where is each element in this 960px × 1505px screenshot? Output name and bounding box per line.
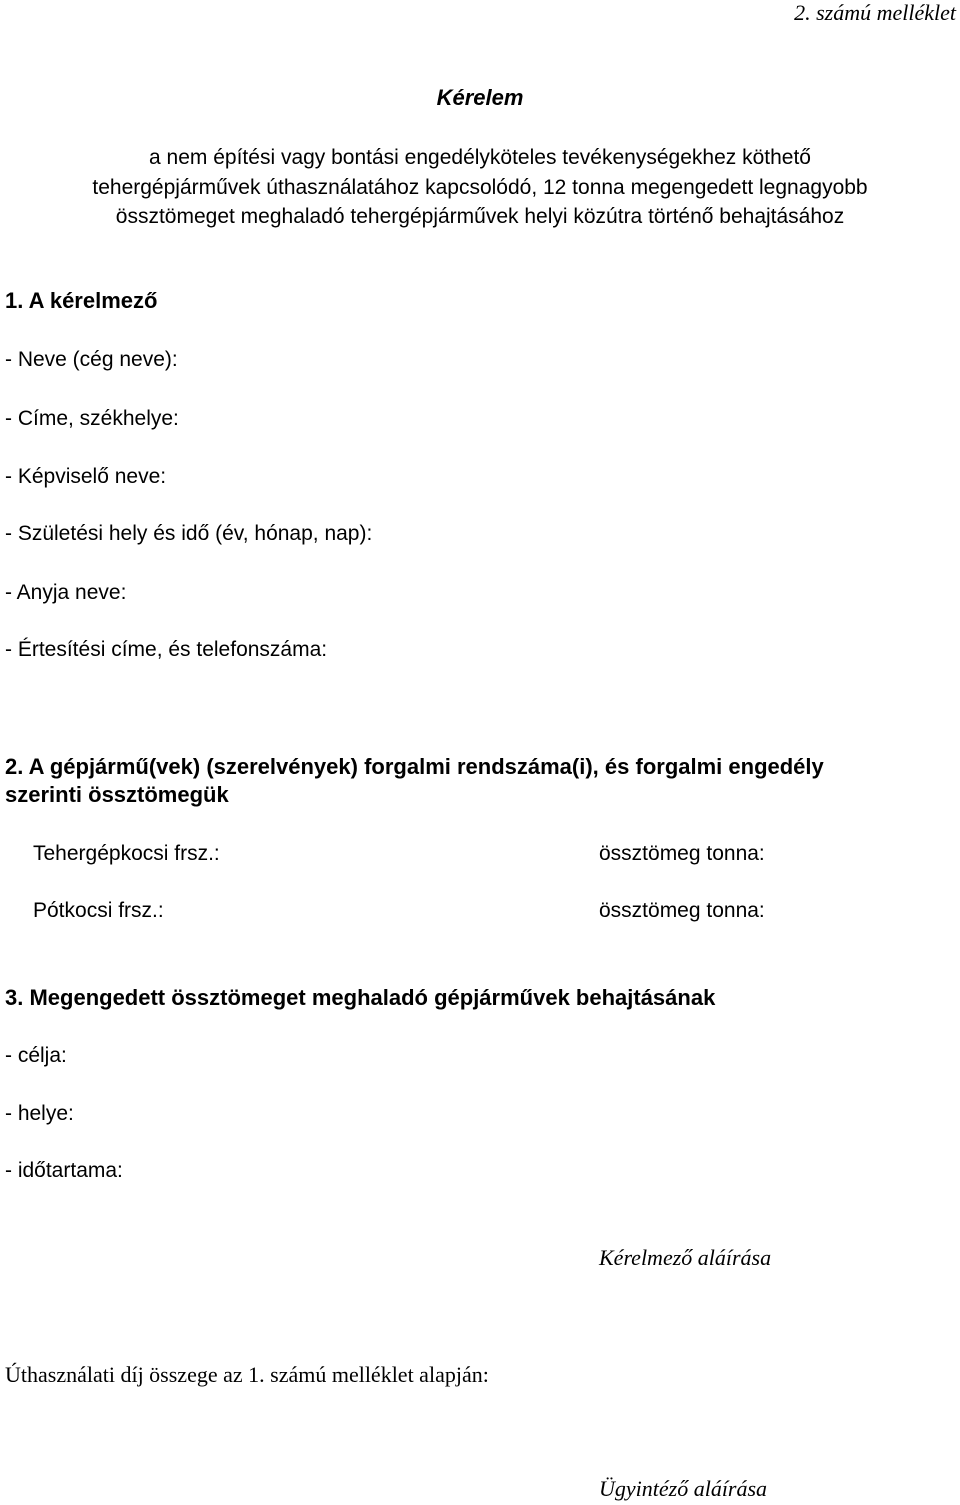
truck-plate-label: Tehergépkocsi frsz.: xyxy=(33,842,220,865)
applicant-name-field: - Neve (cég neve): xyxy=(5,348,178,371)
document-title: Kérelem xyxy=(436,85,524,110)
contact-address-phone-field: - Értesítési címe, és telefonszáma: xyxy=(5,638,328,661)
document-subtitle xyxy=(0,143,960,232)
trailer-plate-label: Pótkocsi frsz.: xyxy=(33,899,164,922)
truck-weight-label: össztömeg tonna: xyxy=(599,842,765,865)
representative-name-field: - Képviselő neve: xyxy=(5,465,167,488)
section2-heading-line1: 2. A gépjármű(vek) (szerelvények) forgalmi rendszáma(i), és forgalmi engedély xyxy=(5,754,824,779)
section2-heading-line2: szerinti össztömegük xyxy=(5,782,229,807)
subtitle-line: tehergépjárművek úthasználatához kapcsolódó, 12 tonna megengedett legnagyobb xyxy=(92,175,868,199)
subtitle-line: össztömeget meghaladó tehergépjárművek helyi közútra történő behajtásához xyxy=(115,205,845,228)
applicant-address-field: - Címe, székhelye: xyxy=(5,407,179,430)
duration-field: - időtartama: xyxy=(5,1159,123,1182)
birth-place-date-field: - Születési hely és idő (év, hónap, nap): xyxy=(5,522,373,545)
fee-text: Úthasználati díj összege az 1. számú melléklet alapján: xyxy=(5,1362,489,1387)
trailer-weight-label: össztömeg tonna: xyxy=(599,899,765,922)
purpose-field: - célja: xyxy=(5,1044,67,1067)
section1-heading: 1. A kérelmező xyxy=(5,288,158,313)
section3-heading: 3. Megengedett össztömeget meghaladó gépjárművek behajtásának xyxy=(5,985,716,1010)
clerk-signature-label: Ügyintéző aláírása xyxy=(599,1476,768,1501)
annex-label: 2. számú melléklet xyxy=(794,0,956,25)
subtitle-line: a nem építési vagy bontási engedélyköteles tevékenységekhez köthető xyxy=(149,146,811,169)
location-field: - helye: xyxy=(5,1102,74,1125)
mother-name-field: - Anyja neve: xyxy=(5,581,127,604)
applicant-signature-label: Kérelmező aláírása xyxy=(599,1245,772,1270)
